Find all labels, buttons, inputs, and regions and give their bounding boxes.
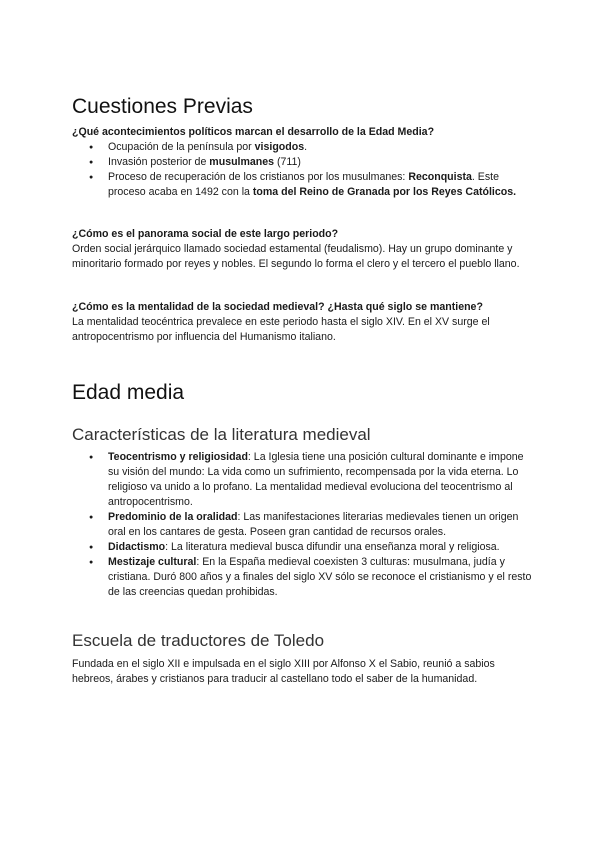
question-1-list (72, 140, 532, 200)
question-2: ¿Cómo es el panorama social de este largo periodo? (72, 228, 339, 240)
heading-edad-media: Edad media (72, 381, 185, 404)
list-item: ● Predominio de la oralidad: Las manifestaciones literarias medievales tienen un origen oral en los cantares de gesta. Poseen gran cantidad de recursos orales. (72, 510, 532, 540)
heading-escuela-traductores: Escuela de traductores de Toledo (72, 631, 325, 650)
heading-cuestiones-previas: Cuestiones Previas (72, 95, 253, 118)
escuela-text: Fundada en el siglo XII e impulsada en el siglo XIII por Alfonso X el Sabio, reunió a sabios hebreos, árabes y cristianos para traducir al castellano todo el saber de la humanidad. (72, 658, 495, 685)
answer-3: La mentalidad teocéntrica prevalece en este periodo hasta el siglo XIV. En el XV surge el antropocentrismo por influencia del Humanismo italiano. (72, 316, 490, 343)
list-item: ● Invasión posterior de musulmanes (711) (72, 155, 532, 170)
list-item: ● Ocupación de la península por visigodos. (72, 140, 532, 155)
list-item: ● Didactismo: La literatura medieval busca difundir una enseñanza moral y religiosa. (72, 540, 532, 555)
heading-caracteristicas: Características de la literatura medieval (72, 425, 371, 444)
caracteristicas-list (72, 450, 532, 600)
question-3: ¿Cómo es la mentalidad de la sociedad medieval? ¿Hasta qué siglo se mantiene? (72, 301, 483, 313)
question-1: ¿Qué acontecimientos políticos marcan el desarrollo de la Edad Media? (72, 126, 435, 138)
list-item: ● Proceso de recuperación de los cristianos por los musulmanes: Reconquista. Este proceso acaba en 1492 con la toma del Reino de Granada por los Reyes Católicos. (72, 170, 532, 200)
answer-2: Orden social jerárquico llamado sociedad estamental (feudalismo). Hay un grupo dominante y minoritario formado por reyes y nobles. El segundo lo forma el clero y el tercero el pueblo llano. (72, 243, 520, 270)
list-item: ● Teocentrismo y religiosidad: La Iglesia tiene una posición cultural dominante e impone su visión del mundo: La vida como un sufrimiento, recompensada por la vida eterna. Lo religioso va unido a lo profano. La mentalidad medieval evoluciona del teocentrismo al antropocentrismo. (72, 450, 532, 510)
list-item: ● Mestizaje cultural: En la España medieval coexisten 3 culturas: musulmana, judía y cristiana. Duró 800 años y a finales del siglo XV sólo se reconoce el cristianismo y el resto de las creencias quedan prohibidas. (72, 555, 532, 600)
